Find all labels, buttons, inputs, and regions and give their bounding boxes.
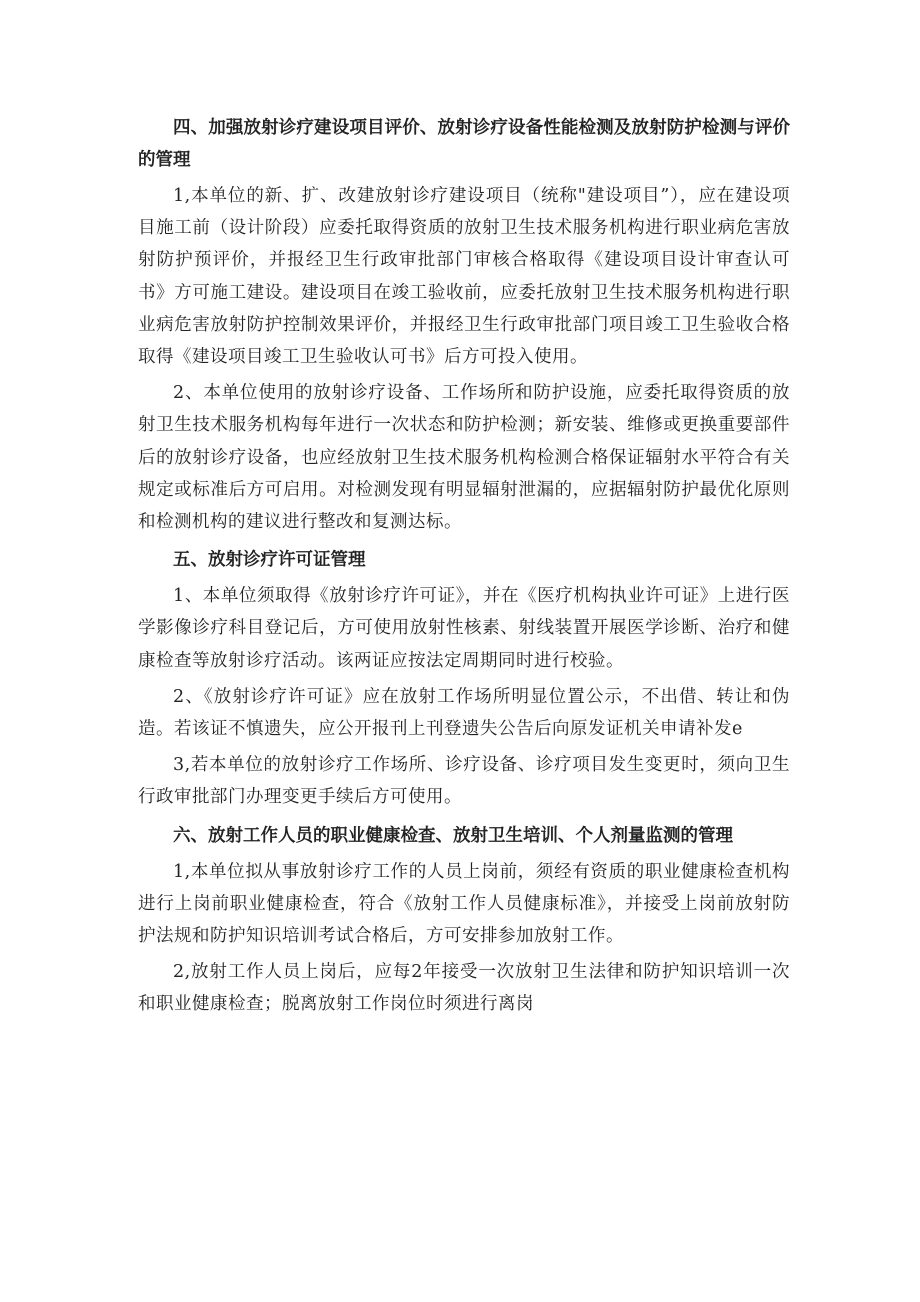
paragraph: 2,放射工作人员上岗后，应每2年接受一次放射卫生法律和防护知识培训一次和职业健康检查；脱离放射工作岗位时须进行离岗 xyxy=(138,962,790,1015)
paragraph: 2、本单位使用的放射诊疗设备、工作场所和防护设施，应委托取得资质的放射卫生技术服务机构每年进行一次状态和防护检测；新安装、维修或更换重要部件后的放射诊疗设备，也应经放射卫生技术服务机构检测合格保证辐射水平符合有关规定或标准后方可启用。对检测发现有明显辐射泄漏的，应据辐射防护最优化原则和检测机构的建议进行整改和复测达标。 xyxy=(138,383,790,533)
paragraph: 1,本单位拟从事放射诊疗工作的人员上岗前，须经有资质的职业健康检查机构进行上岗前职业健康检查，符合《放射工作人员健康标准》，并接受上岗前放射防护法规和防护知识培训考试合格后，方可安排参加放射工作。 xyxy=(138,861,790,947)
section-heading: 六、放射工作人员的职业健康检查、放射卫生培训、个人剂量监测的管理 xyxy=(173,825,733,846)
paragraph: 1,本单位的新、扩、改建放射诊疗建设项目（统称"建设项目”），应在建设项目施工前（设计阶段）应委托取得资质的放射卫生技术服务机构进行职业病危害放射防护预评价，并报经卫生行政审批部门审核合格取得《建设项目设计审查认可书》方可施工建设。建设项目在竣工验收前，应委托放射卫生技术服务机构进行职业病危害放射防护控制效果评价，并报经卫生行政审批部门项目竣工卫生验收合格取得《建设项目竣工卫生验收认可书》后方可投入使用。 xyxy=(138,186,790,368)
paragraph: 3,若本单位的放射诊疗工作场所、诊疗设备、诊疗项目发生变更时，须向卫生行政审批部门办理变更手续后方可使用。 xyxy=(138,755,790,808)
section-4 xyxy=(138,112,790,538)
document-page xyxy=(138,112,790,1021)
section-heading: 四、加强放射诊疗建设项目评价、放射诊疗设备性能检测及放射防护检测与评价的管理 xyxy=(138,118,790,170)
section-6 xyxy=(138,820,790,1021)
paragraph: 2、《放射诊疗许可证》应在放射工作场所明显位置公示，不出借、转让和伪造。若该证不慎遗失，应公开报刊上刊登遗失公告后向原发证机关申请补发e xyxy=(138,686,790,740)
paragraph: 1、本单位须取得《放射诊疗许可证》，并在《医疗机构执业许可证》上进行医学影像诊疗科目登记后，方可使用放射性核素、射线装置开展医学诊断、治疗和健康检查等放射诊疗活动。该两证应按法定周期同时进行校验。 xyxy=(138,586,790,671)
section-5 xyxy=(138,544,790,813)
section-heading: 五、放射诊疗许可证管理 xyxy=(173,550,366,571)
